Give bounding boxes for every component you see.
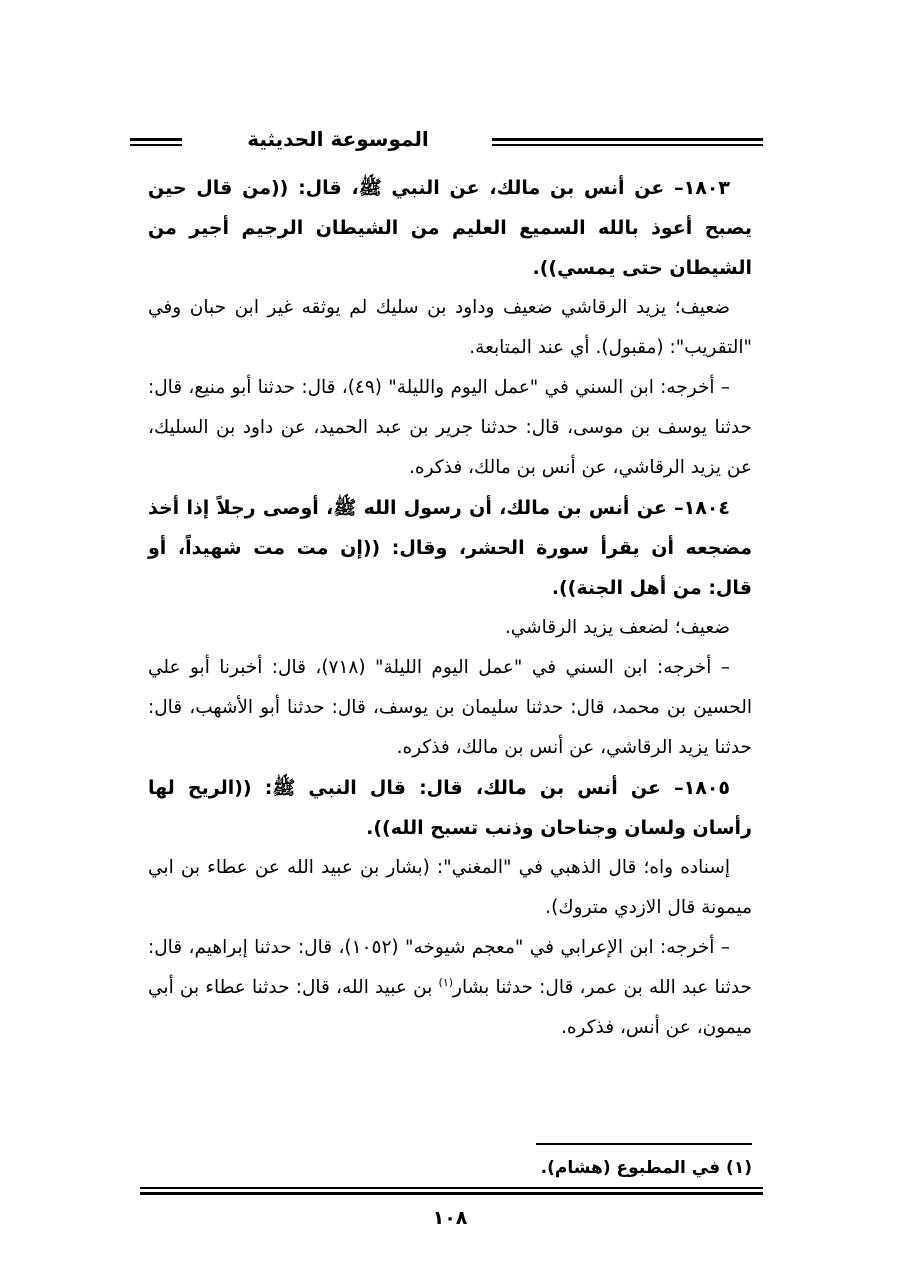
grading-1804: ضعيف؛ لضعف يزيد الرقاشي. [504,617,730,638]
running-header [130,127,763,156]
takhrij-1805-text: – أخرجه: ابن الإعرابي في "معجم شيوخه" (١٠٥٢)، قال: حدثنا إبراهيم، قال: حدثنا عبد الله بن عمر، قال: حدثنا بشار [148,937,752,998]
footnote: (١) في المطبوع (هشام). [540,1158,752,1178]
hadith-1803: ١٨٠٣– عن أنس بن مالك، عن النبي ﷺ، قال: ((من قال حين يصبح أعوذ بالله السميع العليم من الشيطان الرجيم أجير من الشيطان حتى يمسي)). [148,177,752,279]
takhrij-1805 [148,928,752,1048]
hadith-1804: ١٨٠٤– عن أنس بن مالك، أن رسول الله ﷺ، أوصى رجلاً إذا أخذ مضجعه أن يقرأ سورة الحشر، وقال: ((إن مت مت شهيداً، أو قال: من أهل الجنة)). [148,497,752,599]
header-title: الموسوعة الحديثية [247,127,429,151]
header-rule-left [130,138,182,146]
footnote-separator [536,1143,752,1145]
footnote-marker[interactable]: (١) [438,975,454,989]
hadith-1805: ١٨٠٥– عن أنس بن مالك، قال: قال النبي ﷺ: ((الريح لها رأسان ولسان وجناحان وذنب تسبح الله)). [148,777,752,839]
grading-1803: ضعيف؛ يزيد الرقاشي ضعيف وداود بن سليك لم يوثقه غير ابن حبان وفي "التقريب": (مقبول). أي عند المتابعة. [148,297,752,358]
takhrij-1804: – أخرجه: ابن السني في "عمل اليوم الليلة" (٧١٨)، قال: أخبرنا أبو علي الحسين بن محمد، قال: حدثنا سليمان بن يوسف، قال: حدثنا أبو الأشهب، قال: حدثنا يزيد الرقاشي، عن أنس بن مالك، فذكره. [148,657,752,758]
main-text [148,168,752,1048]
takhrij-1803: – أخرجه: ابن السني في "عمل اليوم والليلة" (٤٩)، قال: حدثنا أبو منيع، قال: حدثنا يوسف بن موسى، قال: حدثنا جرير بن عبد الحميد، عن داود بن السليك، عن يزيد الرقاشي، عن أنس بن مالك، فذكره. [148,377,752,478]
grading-1805: إسناده واه؛ قال الذهبي في "المغني": (بشار بن عبيد الله عن عطاء بن ابي ميمونة قال الازدي متروك). [148,857,752,918]
header-rule-right [492,138,763,146]
page-number: ١٠٨ [432,1207,468,1229]
takhrij-1805-tail: بن عبيد الله، قال: حدثنا عطاء بن أبي ميمون، عن أنس، فذكره. [148,977,752,1038]
footer-rule [140,1187,763,1195]
